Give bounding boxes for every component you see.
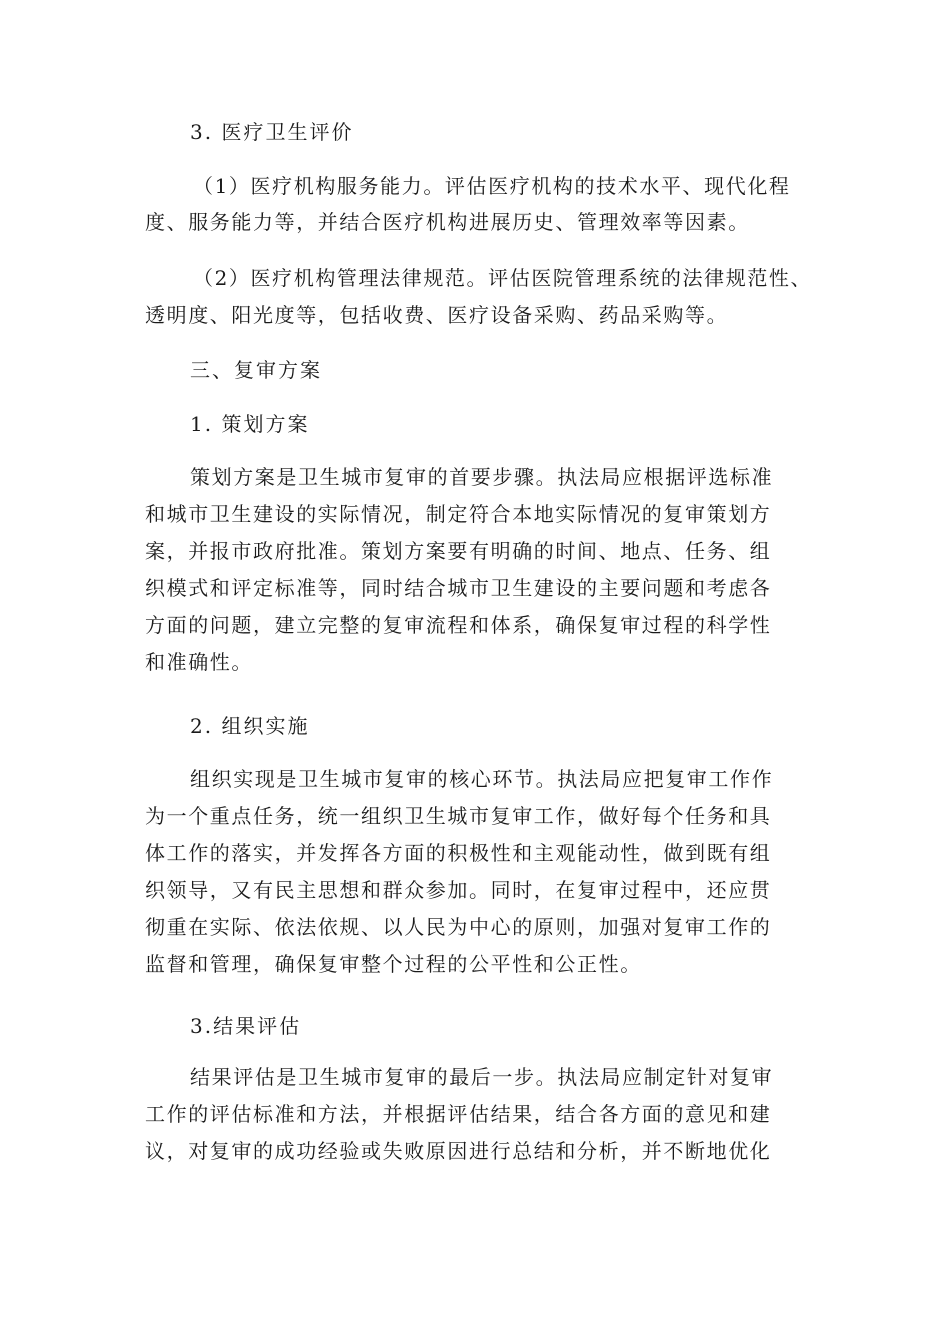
paragraph-line: 体工作的落实，并发挥各方面的积极性和主观能动性，做到既有组	[145, 841, 772, 865]
paragraph-line: 织领导，又有民主思想和群众参加。同时，在复审过程中，还应贯	[145, 878, 772, 902]
paragraph-line: （2）医疗机构管理法律规范。评估医院管理系统的法律规范性、	[193, 266, 813, 290]
subheading-organization: 2. 组织实施	[190, 714, 310, 738]
paragraph-line: 监督和管理，确保复审整个过程的公平性和公正性。	[145, 952, 642, 976]
paragraph-line: 彻重在实际、依法依规、以人民为中心的原则，加强对复审工作的	[145, 915, 772, 939]
paragraph-line: 透明度、阳光度等，包括收费、医疗设备采购、药品采购等。	[145, 303, 729, 327]
paragraph-line: 为一个重点任务，统一组织卫生城市复审工作，做好每个任务和具	[145, 804, 772, 828]
section-heading-review-plan: 三、复审方案	[190, 358, 322, 382]
paragraph-line: 方面的问题，建立完整的复审流程和体系，确保复审过程的科学性	[145, 613, 772, 637]
paragraph-line: 工作的评估标准和方法，并根据评估结果，结合各方面的意见和建	[145, 1102, 772, 1126]
paragraph-line: （1）医疗机构服务能力。评估医疗机构的技术水平、现代化程	[193, 174, 791, 198]
subheading-result: 3.结果评估	[190, 1014, 302, 1038]
paragraph-line: 案，并报市政府批准。策划方案要有明确的时间、地点、任务、组	[145, 539, 772, 563]
paragraph-line: 策划方案是卫生城市复审的首要步骤。执法局应根据评选标准	[190, 465, 774, 489]
paragraph-line: 织模式和评定标准等，同时结合城市卫生建设的主要问题和考虑各	[145, 576, 772, 600]
paragraph-line: 议，对复审的成功经验或失败原因进行总结和分析，并不断地优化	[145, 1139, 772, 1163]
subheading-planning: 1. 策划方案	[190, 412, 310, 436]
paragraph-line: 和城市卫生建设的实际情况，制定符合本地实际情况的复审策划方	[145, 502, 772, 526]
section-heading-medical-evaluation: 3. 医疗卫生评价	[190, 120, 354, 144]
paragraph-line: 和准确性。	[145, 650, 253, 674]
paragraph-line: 结果评估是卫生城市复审的最后一步。执法局应制定针对复审	[190, 1065, 774, 1089]
paragraph-line: 度、服务能力等，并结合医疗机构进展历史、管理效率等因素。	[145, 210, 750, 234]
paragraph-line: 组织实现是卫生城市复审的核心环节。执法局应把复审工作作	[190, 767, 774, 791]
